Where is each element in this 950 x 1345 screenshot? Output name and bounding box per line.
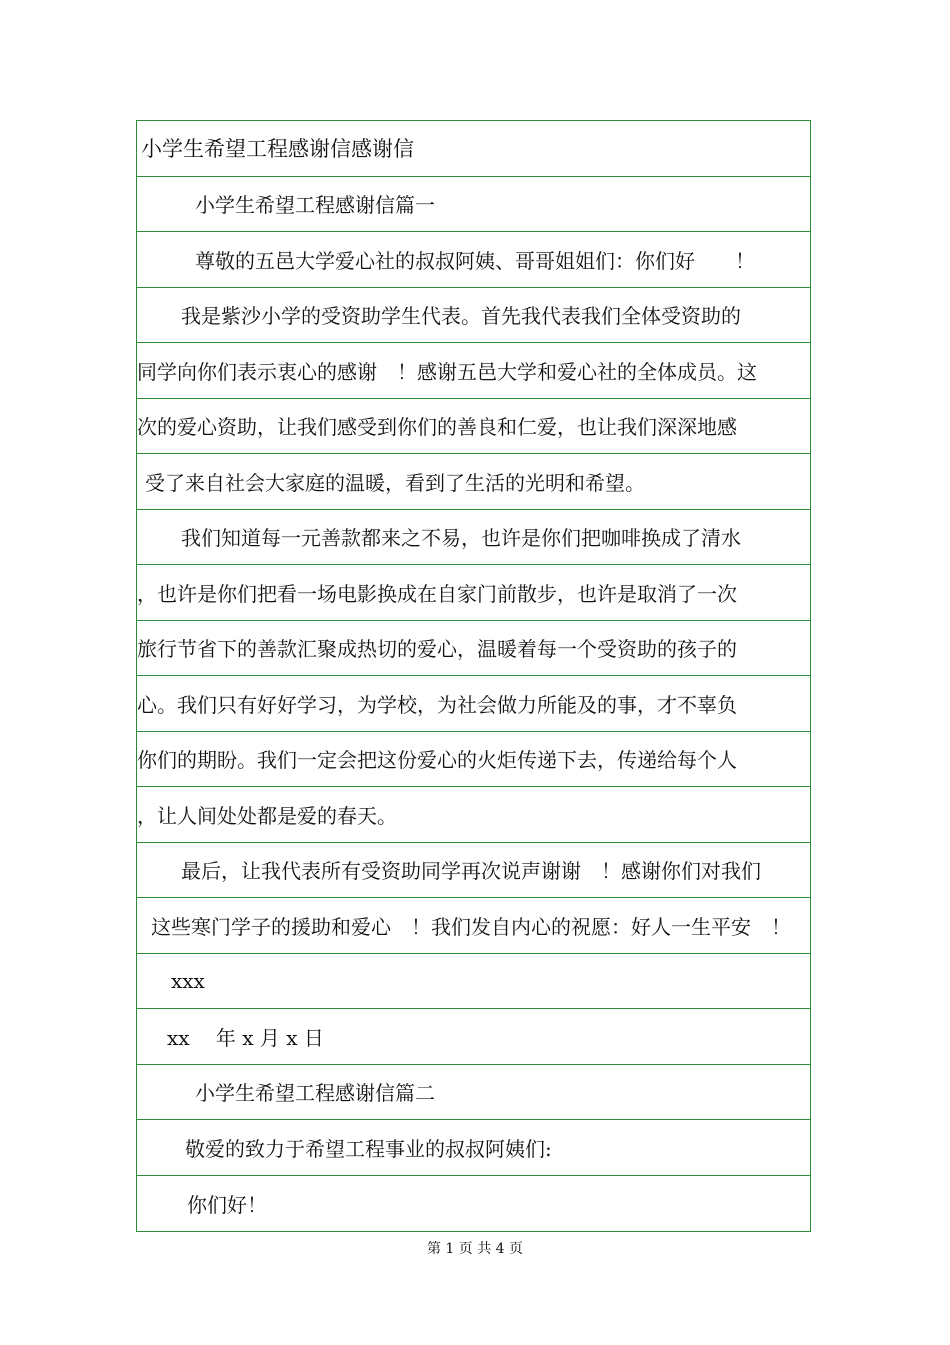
text-line [137,343,810,399]
document-body [137,177,810,1232]
text-line-content: 这些寒门学子的援助和爱心 ！我们发自内心的祝愿：好人一生平安 ！ [151,914,791,939]
document-page [136,120,811,1232]
text-line [137,732,810,788]
text-line-content: ，让人间处处都是爱的春天。 [137,803,397,828]
text-line [137,1065,810,1121]
text-line-content: 小学生希望工程感谢信篇二 [195,1081,435,1106]
text-line [137,232,810,288]
text-line-content: 我是紫沙小学的受资助学生代表。首先我代表我们全体受资助的 [181,304,741,329]
text-line-content: 次的爱心资助，让我们感受到你们的善良和仁爱，也让我们深深地感 [137,415,737,440]
text-line-content: 我们知道每一元善款都来之不易，也许是你们把咖啡换成了清水 [181,526,741,551]
text-line [137,898,810,954]
document-title-text: 小学生希望工程感谢信感谢信 [141,137,414,162]
text-line-content: 你们的期盼。我们一定会把这份爱心的火炬传递下去，传递给每个人 [137,748,737,773]
text-line-content: 同学向你们表示衷心的感谢 ！感谢五邑大学和爱心社的全体成员。这 [137,359,757,384]
text-line [137,787,810,843]
text-line-content: xx 年 x 月 x 日 [167,1025,324,1050]
text-line [137,454,810,510]
text-line-content: ，也许是你们把看一场电影换成在自家门前散步，也许是取消了一次 [137,581,737,606]
text-line-content: 敬爱的致力于希望工程事业的叔叔阿姨们: [185,1136,552,1161]
text-line [137,399,810,455]
text-line-content: 你们好！ [187,1192,267,1217]
text-line-content: 小学生希望工程感谢信篇一 [195,193,435,218]
text-line [137,676,810,732]
text-line [137,510,810,566]
text-line [137,1009,810,1065]
text-line [137,843,810,899]
document-title [137,121,810,177]
text-line-content: 受了来自社会大家庭的温暖，看到了生活的光明和希望。 [145,470,645,495]
text-line-content: xxx [171,968,205,993]
page-number: 第 1 页 共 4 页 [426,1241,524,1257]
text-line [137,621,810,677]
text-line-content: 最后，让我代表所有受资助同学再次说声谢谢 ！感谢你们对我们 [181,859,761,884]
text-line [137,954,810,1010]
text-line [137,565,810,621]
text-line [137,1176,810,1232]
text-line [137,288,810,344]
text-line-content: 旅行节省下的善款汇聚成热切的爱心，温暖着每一个受资助的孩子的 [137,637,737,662]
text-line-content: 心。我们只有好好学习，为学校，为社会做力所能及的事，才不辜负 [137,692,737,717]
text-line [137,1120,810,1176]
text-line [137,177,810,233]
text-line-content: 尊敬的五邑大学爱心社的叔叔阿姨、哥哥姐姐们：你们好 ！ [195,248,755,273]
